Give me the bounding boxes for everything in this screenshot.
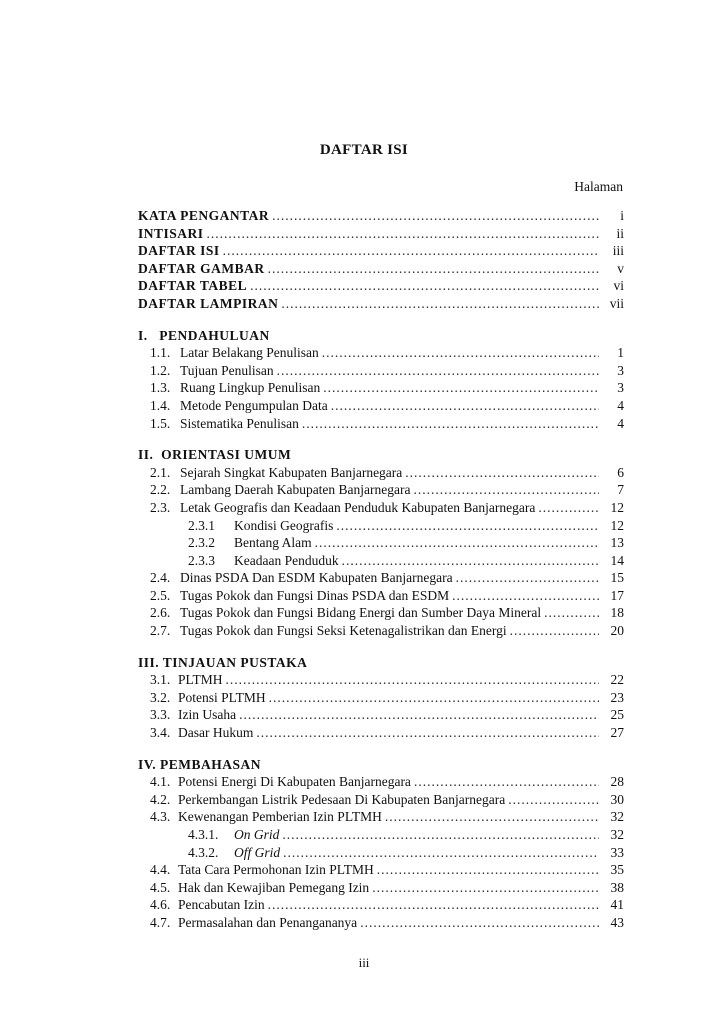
dot-leader: [360, 915, 599, 931]
toc-chapter-heading: IV. PEMBAHASAN: [138, 756, 262, 772]
section-gap: [138, 433, 624, 447]
toc-entry-number: 3.1.: [150, 672, 171, 688]
toc-entry-label: [150, 588, 449, 604]
toc-entry-text: PLTMH: [178, 672, 223, 688]
toc-entry-number: 2.3.2: [188, 535, 215, 551]
toc-entry-label: [150, 500, 535, 516]
toc-entry-front: [138, 261, 624, 279]
dot-leader: [510, 623, 599, 639]
toc-entry-front: [138, 243, 624, 261]
toc-entry-text: Tugas Pokok dan Fungsi Bidang Energi dan Sumber Daya Mineral: [180, 605, 542, 621]
toc-entry-label: [150, 482, 411, 498]
toc-entry-number: 1.2.: [150, 362, 171, 378]
toc-entry-label: [188, 845, 280, 861]
toc-entry-page: 3: [617, 362, 624, 378]
toc-entry-label: [150, 345, 319, 361]
toc-entry-label: [150, 570, 453, 586]
toc-entry-number: 3.3.: [150, 707, 171, 723]
toc-entry-page: 3: [617, 380, 624, 396]
toc-section-entry: [138, 482, 624, 500]
toc-entry-page: 15: [610, 570, 624, 586]
toc-section-entry: [138, 774, 624, 792]
toc-subsection-entry: [138, 845, 624, 863]
dot-leader: [281, 296, 599, 312]
dot-leader: [268, 897, 599, 913]
toc-entry-label: [150, 915, 357, 931]
table-of-contents: [138, 208, 624, 933]
toc-entry-page: 7: [617, 482, 624, 498]
toc-entry-text: Sistematika Penulisan: [180, 415, 299, 431]
toc-entry-page: 6: [617, 464, 624, 480]
toc-entry-label: [150, 792, 505, 808]
toc-entry-label: [150, 897, 265, 913]
toc-section-entry: [138, 725, 624, 743]
toc-entry-page: 20: [610, 623, 624, 639]
toc-entry-number: 4.5.: [150, 879, 171, 895]
dot-leader: [223, 243, 599, 259]
toc-entry-page: 38: [610, 879, 624, 895]
toc-entry-label: DAFTAR TABEL: [138, 278, 248, 294]
toc-entry-label: [150, 398, 328, 414]
page-title: DAFTAR ISI: [319, 142, 409, 158]
toc-section-entry: [138, 380, 624, 398]
toc-entry-page: 4: [617, 415, 624, 431]
dot-leader: [414, 774, 599, 790]
toc-entry-label: [188, 535, 312, 551]
toc-entry-text: Dasar Hukum: [178, 725, 254, 741]
dot-leader: [268, 261, 599, 277]
toc-chapter-heading: II. ORIENTASI UMUM: [138, 447, 292, 463]
toc-entry-label: [150, 363, 274, 379]
toc-entry-text: Sejarah Singkat Kabupaten Banjarnegara: [180, 464, 403, 480]
toc-entry-text: Tugas Pokok dan Fungsi Dinas PSDA dan ESDM: [180, 587, 450, 603]
toc-entry-text: Potensi Energi Di Kabupaten Banjarnegara: [178, 774, 411, 790]
toc-entry-page: 41: [610, 897, 624, 913]
toc-entry-page: vi: [613, 278, 624, 294]
dot-leader: [256, 725, 599, 741]
toc-entry-number: 2.6.: [150, 605, 171, 621]
toc-section-entry: [138, 672, 624, 690]
toc-section-entry: [138, 809, 624, 827]
toc-entry-label: [150, 672, 223, 688]
toc-section-entry: [138, 897, 624, 915]
toc-section-entry: [138, 690, 624, 708]
toc-entry-label: [150, 774, 411, 790]
toc-entry-front: [138, 278, 624, 296]
dot-leader: [508, 792, 599, 808]
toc-entry-number: 4.3.: [150, 809, 171, 825]
toc-entry-number: 2.3.3: [188, 552, 215, 568]
toc-entry-label: [150, 707, 236, 723]
toc-entry-page: 18: [610, 605, 624, 621]
toc-section-entry: [138, 792, 624, 810]
toc-entry-page: 32: [610, 809, 624, 825]
toc-section-entry: [138, 880, 624, 898]
dot-leader: [207, 226, 599, 242]
dot-leader: [538, 500, 599, 516]
toc-entry-label: DAFTAR LAMPIRAN: [138, 295, 279, 311]
section-gap: [138, 641, 624, 655]
page-number-footer: iii: [358, 955, 370, 970]
toc-entry-number: 4.6.: [150, 897, 171, 913]
toc-entry-page: 12: [610, 517, 624, 533]
toc-entry-text: Tujuan Penulisan: [180, 362, 274, 378]
toc-entry-text: Letak Geografis dan Keadaan Penduduk Kabupaten Banjarnegara: [180, 499, 536, 515]
toc-entry-page: 22: [610, 672, 624, 688]
toc-subsection-entry: [138, 553, 624, 571]
toc-entry-number: 2.1.: [150, 464, 171, 480]
toc-entry-text: Permasalahan dan Penangananya: [178, 914, 358, 930]
toc-subsection-entry: [138, 827, 624, 845]
toc-entry-page: 14: [610, 552, 624, 568]
toc-entry-text: Dinas PSDA Dan ESDM Kabupaten Banjarnegara: [180, 570, 453, 586]
toc-section-entry: [138, 862, 624, 880]
toc-entry-page: 13: [610, 535, 624, 551]
toc-entry-number: 1.4.: [150, 397, 171, 413]
toc-chapter-heading: III. TINJAUAN PUSTAKA: [138, 654, 308, 670]
toc-entry-page: i: [620, 208, 624, 223]
toc-entry-number: 2.3.1: [188, 517, 215, 533]
toc-section-entry: [138, 588, 624, 606]
toc-entry-page: 1: [617, 345, 624, 361]
toc-entry-label: [150, 862, 374, 878]
dot-leader: [331, 398, 599, 414]
dot-leader: [315, 535, 599, 551]
toc-entry-label: [150, 725, 253, 741]
dot-leader: [544, 605, 599, 621]
dot-leader: [377, 862, 599, 878]
toc-entry-label: [150, 880, 369, 896]
toc-entry-front: [138, 208, 624, 226]
dot-leader: [452, 588, 599, 604]
toc-section-entry: [138, 605, 624, 623]
toc-section-entry: [138, 623, 624, 641]
toc-entry-number: 2.2.: [150, 482, 171, 498]
toc-entry-number: 4.7.: [150, 914, 171, 930]
toc-entry-number: 1.1.: [150, 345, 171, 361]
toc-entry-number: 2.4.: [150, 570, 171, 586]
toc-entry-page: 33: [610, 844, 624, 860]
section-gap: [138, 314, 624, 328]
toc-entry-label: [150, 380, 320, 396]
toc-entry-label: [150, 416, 299, 432]
toc-entry-number: 4.1.: [150, 774, 171, 790]
toc-entry-label: [150, 623, 507, 639]
toc-entry-label: INTISARI: [138, 225, 204, 241]
page-column-header: Halaman: [574, 179, 623, 194]
toc-entry-label: [150, 690, 266, 706]
toc-entry-front: [138, 296, 624, 314]
dot-leader: [272, 208, 599, 224]
toc-entry-label: [150, 809, 382, 825]
toc-entry-text: Off Grid: [234, 844, 281, 860]
section-gap: [138, 743, 624, 757]
toc-entry-label: [150, 465, 402, 481]
toc-section-entry: [138, 416, 624, 434]
toc-entry-text: Kondisi Geografis: [234, 517, 334, 533]
toc-entry-number: 2.5.: [150, 587, 171, 603]
dot-leader: [405, 465, 599, 481]
toc-section-entry: [138, 398, 624, 416]
toc-entry-text: Bentang Alam: [234, 535, 312, 551]
toc-entry-label: KATA PENGANTAR: [138, 208, 270, 223]
toc-entry-page: 28: [610, 774, 624, 790]
toc-entry-front: [138, 226, 624, 244]
dot-leader: [322, 345, 599, 361]
toc-entry-number: 2.3.: [150, 499, 171, 515]
toc-entry-text: On Grid: [234, 827, 280, 842]
toc-entry-label: [188, 827, 279, 843]
toc-entry-page: 30: [610, 791, 624, 807]
toc-entry-page: 27: [610, 725, 624, 741]
toc-entry-number: 4.3.1.: [188, 827, 219, 842]
dot-leader: [323, 380, 599, 396]
toc-entry-text: Pencabutan Izin: [178, 897, 265, 913]
toc-entry-text: Metode Pengumpulan Data: [180, 397, 328, 413]
toc-entry-number: 3.4.: [150, 725, 171, 741]
toc-entry-page: vii: [609, 295, 624, 311]
toc-entry-page: 25: [610, 707, 624, 723]
toc-section-entry: [138, 465, 624, 483]
toc-entry-text: Hak dan Kewajiban Pemegang Izin: [178, 879, 370, 895]
toc-entry-text: Kewenangan Pemberian Izin PLTMH: [178, 809, 382, 825]
toc-entry-number: 3.2.: [150, 689, 171, 705]
toc-entry-page: iii: [612, 243, 624, 259]
toc-entry-label: DAFTAR ISI: [138, 243, 220, 259]
toc-entry-label: DAFTAR GAMBAR: [138, 260, 265, 276]
toc-entry-text: Tata Cara Permohonan Izin PLTMH: [178, 862, 374, 878]
toc-subsection-entry: [138, 535, 624, 553]
toc-entry-page: 4: [617, 397, 624, 413]
dot-leader: [414, 482, 599, 498]
dot-leader: [282, 827, 599, 843]
toc-entry-label: [150, 605, 541, 621]
toc-section-entry: [138, 363, 624, 381]
toc-entry-label: [188, 553, 339, 569]
dot-leader: [239, 707, 599, 723]
toc-entry-label: [188, 518, 333, 534]
dot-leader: [342, 553, 599, 569]
toc-entry-page: ii: [616, 225, 624, 241]
toc-entry-number: 1.5.: [150, 415, 171, 431]
toc-entry-page: 23: [610, 689, 624, 705]
toc-entry-text: Potensi PLTMH: [178, 689, 266, 705]
dot-leader: [385, 809, 599, 825]
dot-leader: [226, 672, 599, 688]
dot-leader: [456, 570, 599, 586]
toc-section-entry: [138, 570, 624, 588]
toc-entry-text: Latar Belakang Penulisan: [180, 345, 319, 361]
toc-entry-text: Tugas Pokok dan Fungsi Seksi Ketenagalistrikan dan Energi: [180, 623, 507, 639]
toc-entry-text: Izin Usaha: [178, 707, 237, 723]
toc-entry-number: 4.4.: [150, 862, 171, 878]
dot-leader: [269, 690, 599, 706]
toc-entry-text: Perkembangan Listrik Pedesaan Di Kabupaten Banjarnegara: [178, 791, 506, 807]
dot-leader: [336, 518, 599, 534]
toc-entry-page: 32: [610, 827, 624, 842]
toc-entry-number: 2.7.: [150, 623, 171, 639]
toc-section-entry: [138, 707, 624, 725]
toc-section-entry: [138, 500, 624, 518]
dot-leader: [277, 363, 599, 379]
toc-subsection-entry: [138, 518, 624, 536]
dot-leader: [302, 416, 599, 432]
toc-entry-page: 17: [610, 587, 624, 603]
toc-entry-text: Lambang Daerah Kabupaten Banjarnegara: [180, 482, 411, 498]
dot-leader: [283, 845, 599, 861]
toc-chapter-heading: I. PENDAHULUAN: [138, 327, 270, 343]
toc-entry-page: 35: [610, 862, 624, 878]
toc-entry-number: 1.3.: [150, 380, 171, 396]
toc-entry-text: Ruang Lingkup Penulisan: [180, 380, 321, 396]
toc-entry-page: 43: [610, 914, 624, 930]
toc-entry-number: 4.3.2.: [188, 844, 219, 860]
dot-leader: [250, 278, 599, 294]
dot-leader: [372, 880, 599, 896]
toc-entry-text: Keadaan Penduduk: [234, 552, 339, 568]
toc-section-entry: [138, 345, 624, 363]
toc-entry-number: 4.2.: [150, 791, 171, 807]
toc-entry-page: 12: [610, 499, 624, 515]
toc-entry-page: v: [617, 260, 624, 276]
toc-section-entry: [138, 915, 624, 933]
